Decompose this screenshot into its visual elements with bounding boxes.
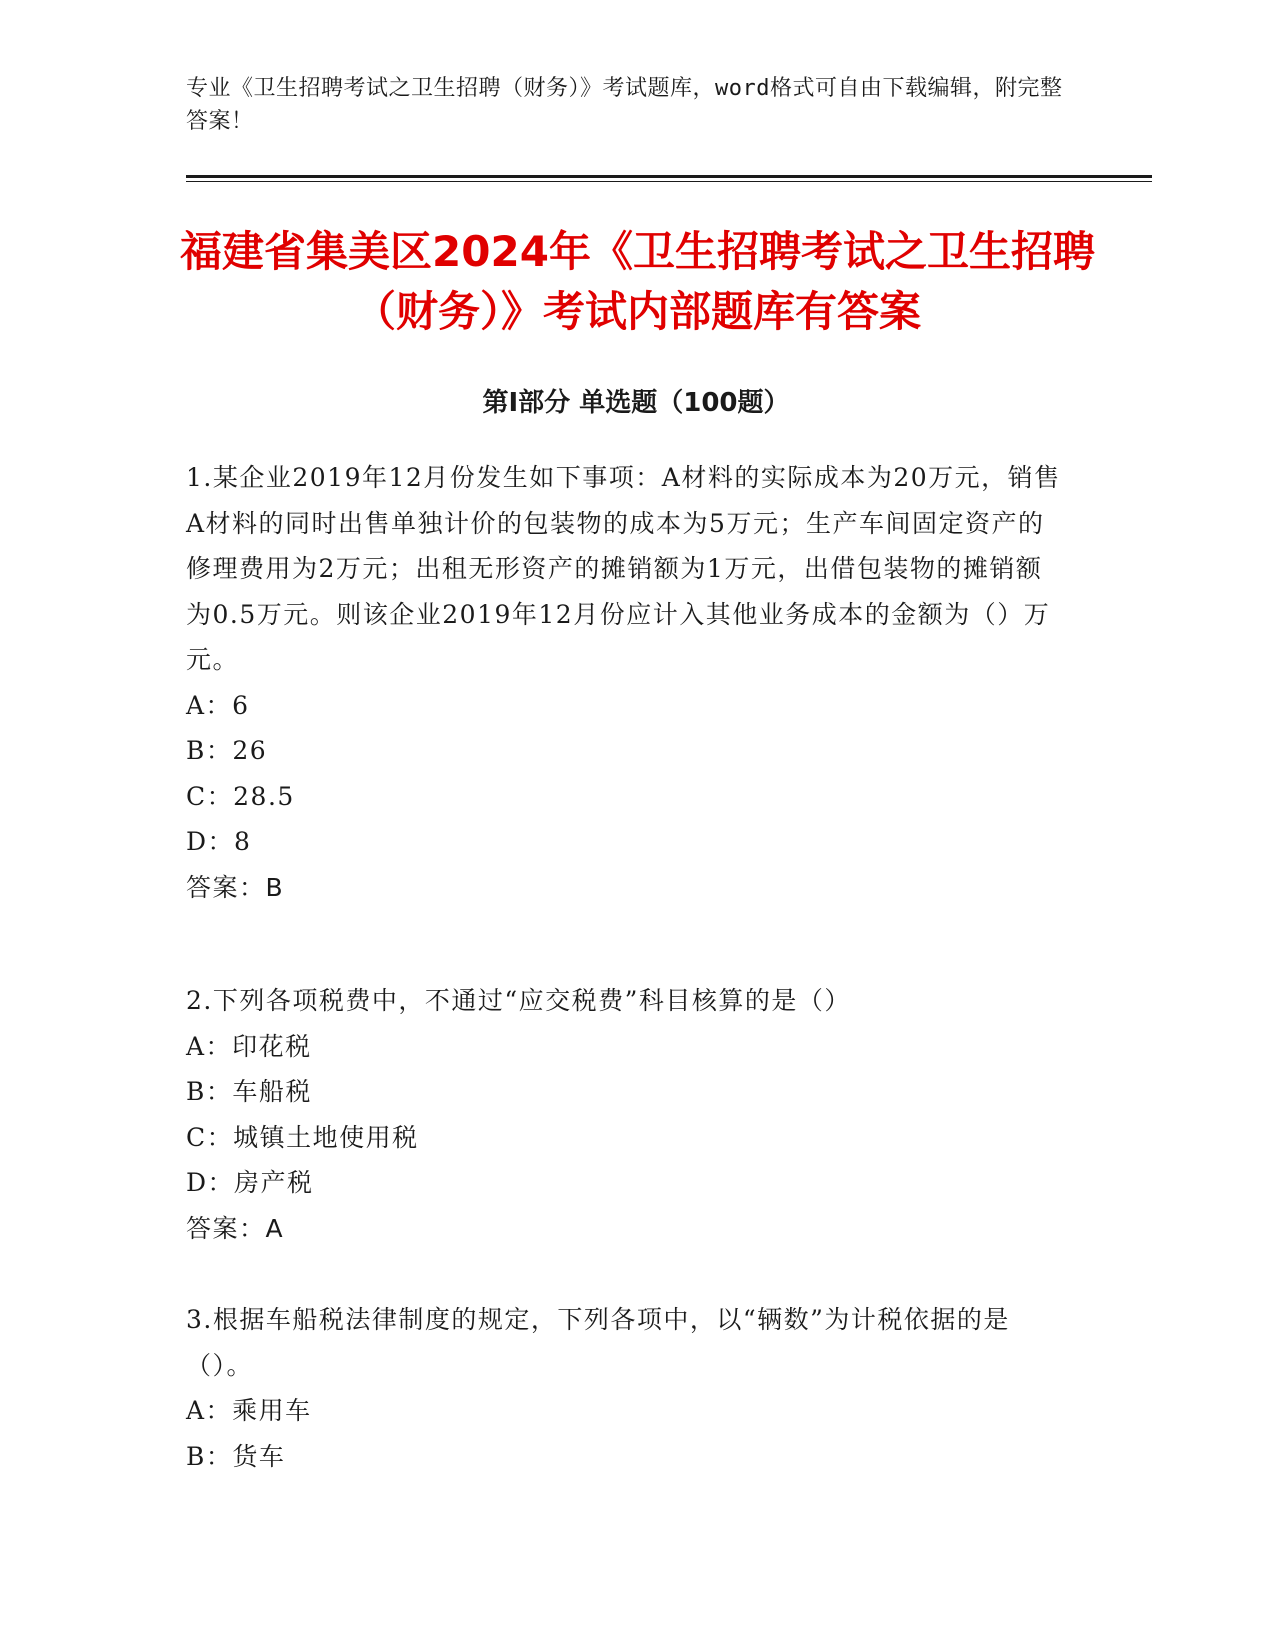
option-text: 28.5 [233,781,295,811]
option-text: 房产税 [234,1168,314,1197]
section-title: 第Ⅰ部分 单选题（100题） [482,388,790,418]
question-text: 1.某企业2019年12月份发生如下事项：A材料的实际成本为20万元，销售A材料的同时出售单独计价的包装物的成本为5万元；生产车间固定资产的修理费用为2万元；出租无形资产的摊销额为1万元，出借包装物的摊销额为0.5万元。则该企业2019年12月份应计入其他业务成本的金额为（）万元。 [186,463,1061,674]
option-letter: B： [186,736,233,765]
option-letter: D： [186,827,235,856]
option-text: 印花税 [232,1031,312,1061]
option-text: 6 [232,690,250,720]
option-letter: A： [186,1031,233,1061]
option-b [186,1434,1066,1480]
question-1 [186,455,1066,910]
option-text: 乘用车 [232,1396,312,1425]
option-c [186,1115,1066,1161]
option-letter: B： [186,1077,233,1106]
option-letter: C： [186,1122,234,1152]
option-a [186,1388,1066,1434]
option-letter: C： [186,781,234,811]
option-a [186,683,1066,729]
question-text: 3.根据车船税法律制度的规定，下列各项中，以“辆数”为计税依据的是（）。 [186,1305,1010,1380]
option-b [186,728,1066,774]
option-letter: D： [186,1168,235,1197]
option-d [186,819,1066,865]
question-2 [186,978,1066,1251]
answer-line: 答案：A [186,1213,285,1243]
option-letter: A： [186,1396,233,1425]
option-text: 货车 [232,1441,286,1471]
question-text: 2.下列各项税费中，不通过“应交税费”科目核算的是（） [186,986,851,1015]
option-b [186,1069,1066,1115]
header-divider-thick [186,175,1152,178]
option-letter: A： [186,690,233,720]
option-text: 城镇土地使用税 [233,1122,419,1152]
header-note: 专业《卫生招聘考试之卫生招聘（财务）》考试题库，word格式可自由下载编辑，附完整答案！ [186,76,1063,134]
option-c [186,774,1066,820]
option-text: 8 [234,827,252,856]
option-text: 车船税 [232,1077,312,1106]
question-3 [186,1297,1066,1479]
option-d [186,1160,1066,1206]
option-text: 26 [232,736,268,765]
option-letter: B： [186,1441,233,1471]
answer-line: 答案：B [186,872,285,902]
document-title: 福建省集美区2024年《卫生招聘考试之卫生招聘（财务）》考试内部题库有答案 [180,227,1095,336]
header-divider-thin [186,181,1152,182]
option-a [186,1024,1066,1070]
